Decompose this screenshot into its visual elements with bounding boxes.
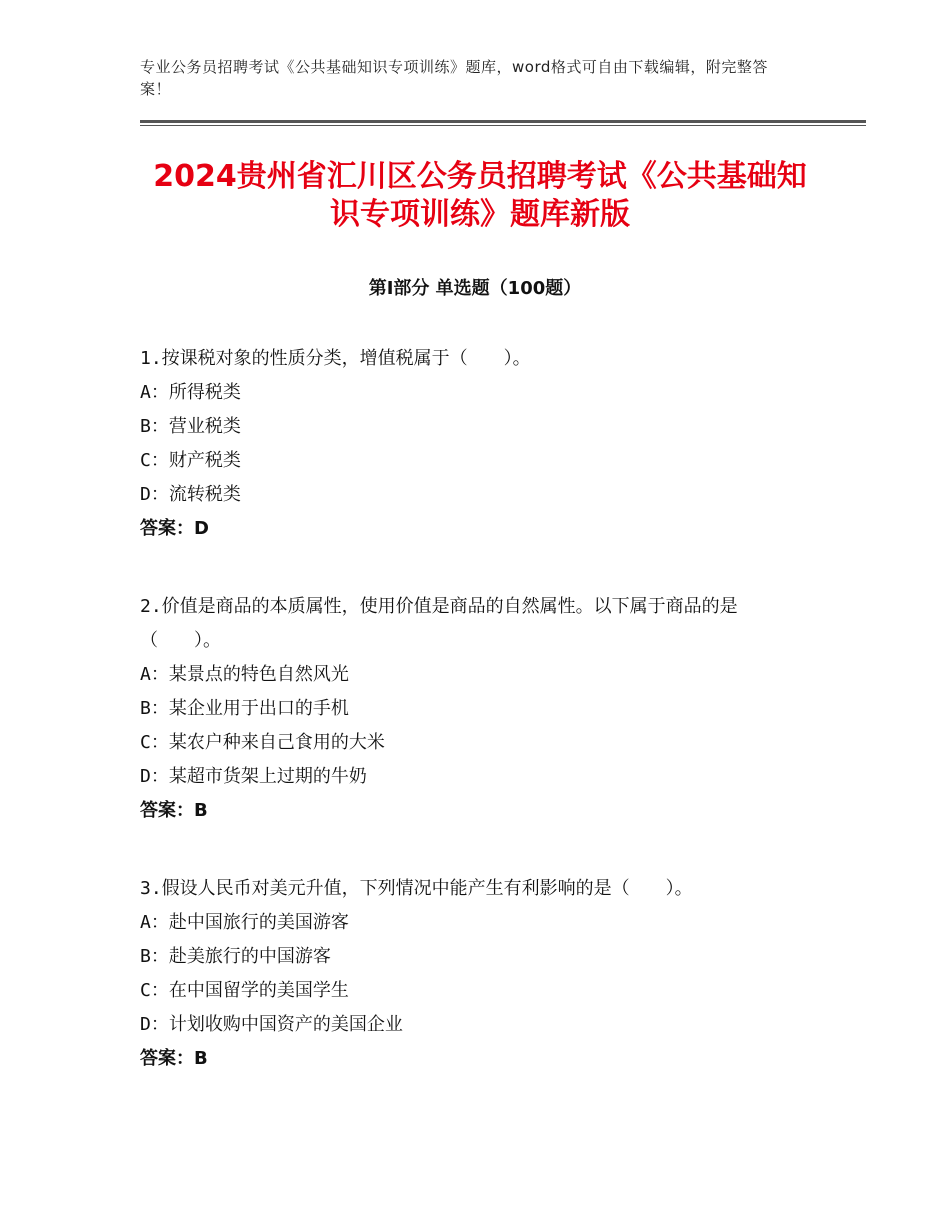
question-3 bbox=[140, 872, 810, 1076]
question-2 bbox=[140, 590, 810, 828]
option-c: C：某农户种来自己食用的大米 bbox=[140, 732, 385, 753]
document-title: 2024贵州省汇川区公务员招聘考试《公共基础知识专项训练》题库新版 bbox=[153, 159, 807, 232]
option-d: D：计划收购中国资产的美国企业 bbox=[140, 1014, 403, 1035]
option-c: C：在中国留学的美国学生 bbox=[140, 980, 349, 1001]
question-stem: 3.假设人民币对美元升值，下列情况中能产生有利影响的是（ ）。 bbox=[140, 878, 693, 899]
option-b: B：赴美旅行的中国游客 bbox=[140, 946, 331, 967]
header-rule-thick bbox=[140, 120, 866, 123]
question-stem: 2.价值是商品的本质属性，使用价值是商品的自然属性。以下属于商品的是（ ）。 bbox=[140, 596, 738, 651]
option-a: A：某景点的特色自然风光 bbox=[140, 664, 349, 685]
option-a: A：赴中国旅行的美国游客 bbox=[140, 912, 349, 933]
answer-line: 答案：D bbox=[140, 518, 209, 539]
option-c: C：财产税类 bbox=[140, 450, 241, 471]
header-note: 专业公务员招聘考试《公共基础知识专项训练》题库，word格式可自由下载编辑，附完整答案！ bbox=[140, 58, 768, 98]
question-1 bbox=[140, 342, 810, 546]
option-b: B：营业税类 bbox=[140, 416, 241, 437]
header-rule-thin bbox=[140, 125, 866, 126]
option-d: D：某超市货架上过期的牛奶 bbox=[140, 766, 367, 787]
option-a: A：所得税类 bbox=[140, 382, 241, 403]
option-b: B：某企业用于出口的手机 bbox=[140, 698, 349, 719]
question-stem: 1.按课税对象的性质分类，增值税属于（ ）。 bbox=[140, 348, 531, 369]
answer-line: 答案：B bbox=[140, 1048, 208, 1069]
section-heading: 第I部分 单选题（100题） bbox=[368, 278, 582, 299]
answer-line: 答案：B bbox=[140, 800, 208, 821]
question-list bbox=[140, 342, 810, 1120]
option-d: D：流转税类 bbox=[140, 484, 241, 505]
